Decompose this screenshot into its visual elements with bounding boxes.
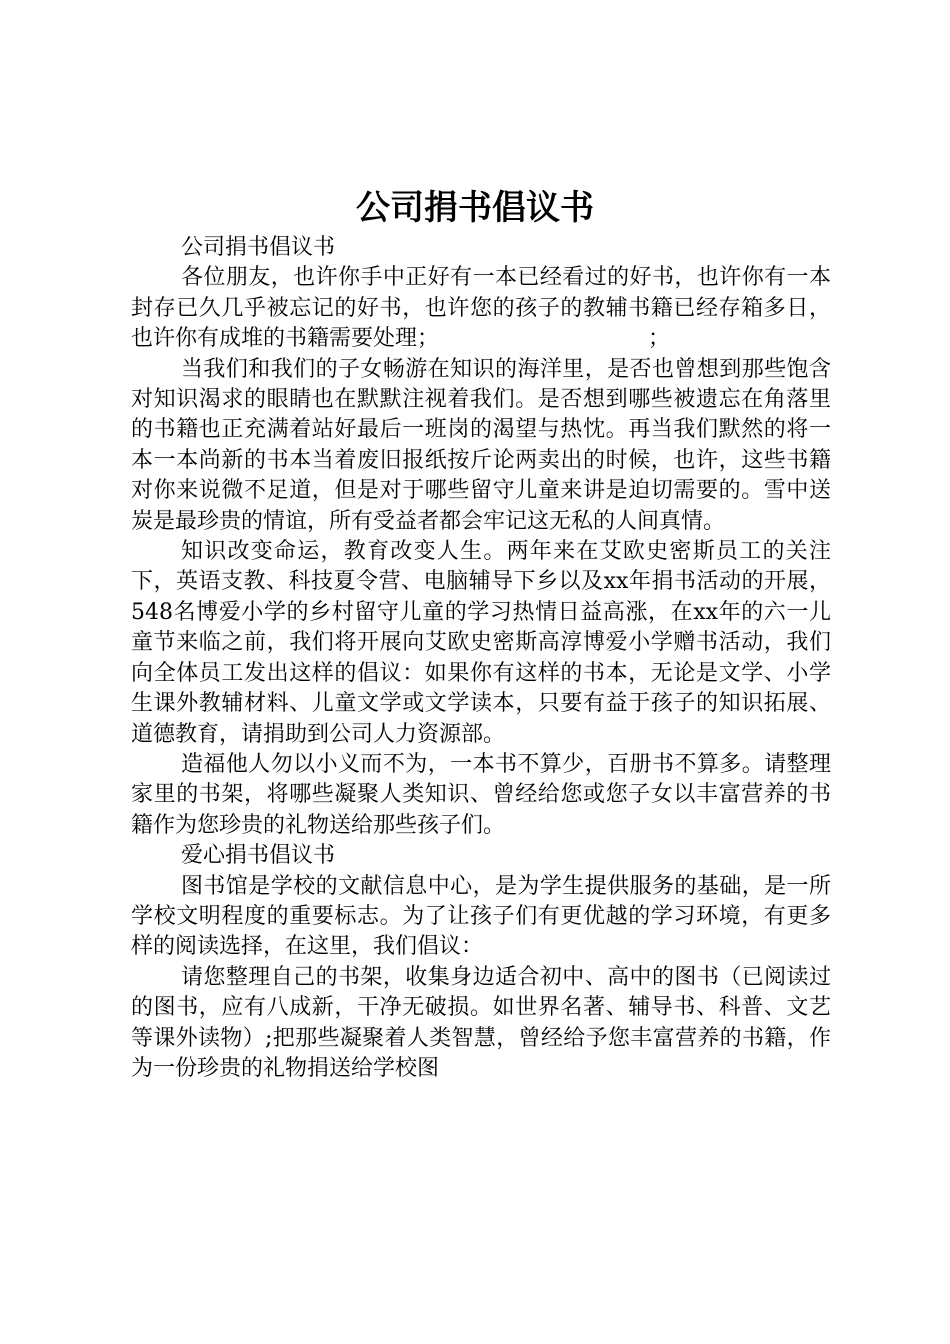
paragraph: 请您整理自己的书架，收集身边适合初中、高中的图书（已阅读过的图书，应有八成新，干净无破损。如世界名著、辅导书、科普、文艺等课外读物）;把那些凝聚着人类智慧，曾经给予您丰富营养的书籍，作为一份珍贵的礼物捐送给学校图 [131, 964, 831, 1081]
document-body [131, 233, 831, 1084]
paragraph: 图书馆是学校的文献信息中心，是为学生提供服务的基础，是一所学校文明程度的重要标志。为了让孩子们有更优越的学习环境，有更多样的阅读选择，在这里，我们倡议： [131, 873, 831, 960]
section-heading: 爱心捐书倡议书 [181, 843, 336, 869]
section-heading: 公司捐书倡议书 [181, 235, 336, 260]
paragraph: 造福他人勿以小义而不为，一本书不算少，百册书不算多。请整理家里的书架，将哪些凝聚人类知识、曾经给您或您子女以丰富营养的书籍作为您珍贵的礼物送给那些孩子们。 [131, 751, 831, 838]
paragraph: 知识改变命运，教育改变人生。两年来在艾欧史密斯员工的关注下，英语支教、科技夏令营、电脑辅导下乡以及xx年捐书活动的开展，548名博爱小学的乡村留守儿童的学习热情日益高涨，在xx年的六一儿童节来临之前，我们将开展向艾欧史密斯高淳博爱小学赠书活动，我们向全体员工发出这样的倡议：如果你有这样的书本，无论是文学、小学生课外教辅材料、儿童文学或文学读本，只要有益于孩子的知识拓展、道德教育，请捐助到公司人力资源部。 [131, 539, 831, 747]
document-title: 公司捐书倡议书 [356, 188, 594, 228]
paragraph: 当我们和我们的子女畅游在知识的海洋里，是否也曾想到那些饱含对知识渴求的眼睛也在默默注视着我们。是否想到哪些被遗忘在角落里的书籍也正充满着站好最后一班岗的渴望与热忱。再当我们默然的将一本一本尚新的书本当着废旧报纸按斤论两卖出的时候，也许，这些书籍对你来说微不足道，但是对于哪些留守儿童来讲是迫切需要的。雪中送炭是最珍贵的情谊，所有受益者都会牢记这无私的人间真情。 [131, 356, 831, 534]
paragraph: 各位朋友，也许你手中正好有一本已经看过的好书，也许你有一本封存已久几乎被忘记的好书，也许您的孩子的教辅书籍已经存箱多日，也许你有成堆的书籍需要处理； ； [131, 265, 831, 352]
